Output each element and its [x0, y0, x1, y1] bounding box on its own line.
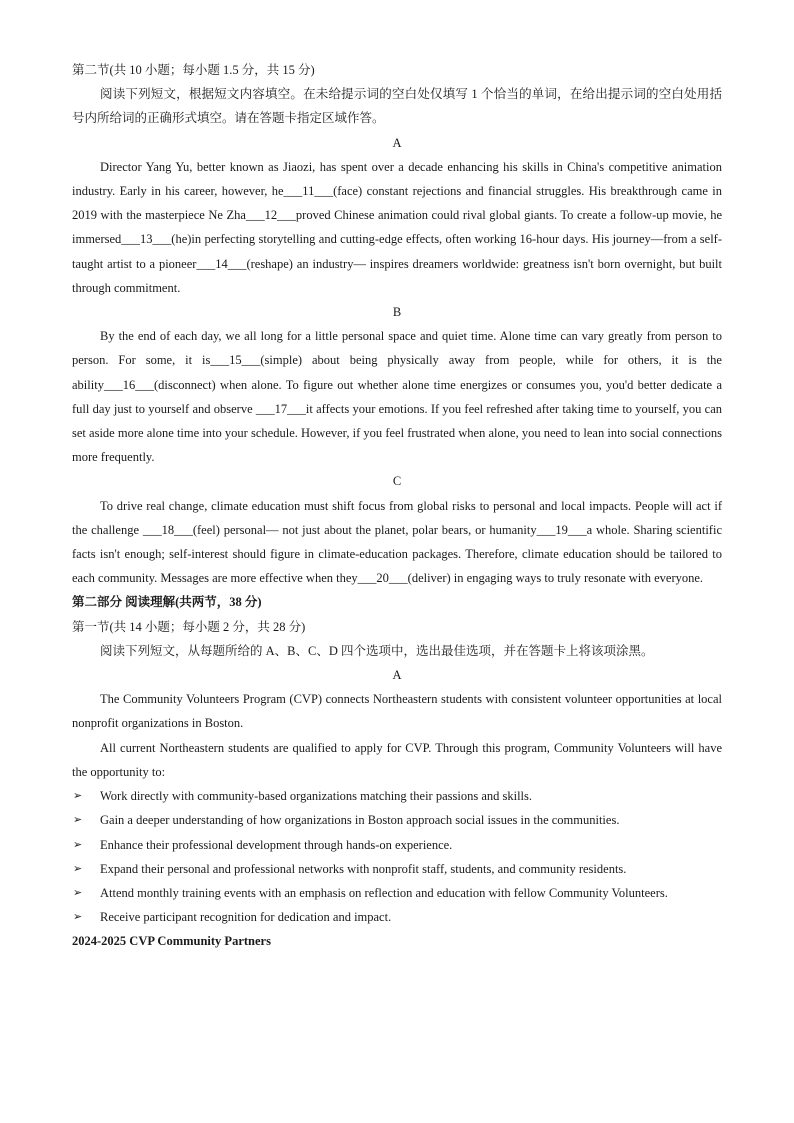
- passage-label: A: [392, 135, 402, 150]
- list-item-text: Receive participant recognition for dedication and impact.: [100, 910, 392, 925]
- list-item-text: Attend monthly training events with an emphasis on reflection and education with fellow Community Volunteers.: [100, 885, 668, 900]
- list-item: [72, 857, 722, 881]
- arrow-bullet-icon: ➢: [73, 789, 83, 803]
- list-item-text: Enhance their professional development through hands-on experience.: [100, 837, 453, 852]
- passage-text: Director Yang Yu, better known as Jiaozi, has spent over a decade enhancing his skills in China's competitive animation industry. Early in his career, however, he___11___(face) constant rejections and financial struggles. His breakthrough came in 2019 with the masterpiece Ne Zha___12___proved Chinese animation could rival global giants. To create a follow-up movie, he immersed___13___(he)in perfecting storytelling and cutting-edge effects, often working 16-hour days. His journey—from a self-taught artist to a pioneer___14___(reshape) an industry— inspires dreamers worldwide: greatness isn't born overnight, but built through commitment.: [72, 159, 722, 295]
- partners-heading: 2024-2025 CVP Community Partners: [72, 934, 271, 949]
- list-item-text: Expand their personal and professional networks with nonprofit staff, students, and community residents.: [100, 861, 627, 876]
- intro-paragraph: The Community Volunteers Program (CVP) connects Northeastern students with consistent volunteer opportunities at local nonprofit organizations in Boston.: [72, 692, 722, 731]
- list-item: [72, 808, 722, 832]
- intro-paragraph: All current Northeastern students are qualified to apply for CVP. Through this program, Community Volunteers will have the opportunity to:: [72, 740, 722, 779]
- list-item: [72, 905, 722, 929]
- passage-text: To drive real change, climate education must shift focus from global risks to personal and local impacts. People will act if the challenge ___18___(feel) personal— not just about the planet, polar bears, or humanity___19___a whole. Sharing scientific facts isn't enough; self-interest should figure in climate-education packages. Therefore, climate education should be tailored to each community. Messages are more effective when they___20___(deliver) in engaging ways to truly resonate with everyone.: [72, 498, 722, 586]
- passage-label: A: [392, 668, 402, 683]
- list-item-text: Gain a deeper understanding of how organizations in Boston approach social issues in the communities.: [100, 813, 620, 828]
- arrow-bullet-icon: ➢: [73, 885, 83, 899]
- section-heading: 第二节(共 10 小题；每小题 1.5 分，共 15 分): [72, 63, 315, 77]
- list-item: [72, 784, 722, 808]
- passage-label: C: [392, 474, 402, 489]
- passage-label: B: [392, 305, 402, 320]
- list-item: [72, 833, 722, 857]
- instructions: 阅读下列短文，从每题所给的 A、B、C、D 四个选项中，选出最佳选项，并在答题卡上将该项涂黑。: [100, 643, 654, 658]
- opportunity-list: [72, 784, 722, 929]
- arrow-bullet-icon: ➢: [73, 837, 83, 851]
- part-title: 第二部分 阅读理解(共两节，38 分): [72, 595, 262, 610]
- arrow-bullet-icon: ➢: [73, 813, 83, 827]
- passage-text: By the end of each day, we all long for a little personal space and quiet time. Alone time can vary greatly from person to person. For some, it is___15___(simple) about being physically away from people, while for others, it is the ability___16___(disconnect) when alone. To figure out whether alone time energizes or consumes you, you'd better dedicate a full day just to yourself and observe ___17___it affects your emotions. If you feel refreshed after taking time to yourself, you can set aside more alone time into your schedule. However, if you feel frustrated when alone, you need to lean into social connections more frequently.: [72, 329, 722, 465]
- section-heading: 第一节(共 14 小题；每小题 2 分，共 28 分): [72, 619, 306, 634]
- list-item: [72, 881, 722, 905]
- list-item-text: Work directly with community-based organizations matching their passions and skills.: [100, 789, 533, 804]
- arrow-bullet-icon: ➢: [73, 910, 83, 924]
- arrow-bullet-icon: ➢: [73, 861, 83, 875]
- instructions: 阅读下列短文，根据短文内容填空。在未给提示词的空白处仅填写 1 个恰当的单词，在给出提示词的空白处用括号内所给词的正确形式填空。请在答题卡指定区域作答。: [72, 87, 722, 126]
- document-page: [72, 58, 722, 954]
